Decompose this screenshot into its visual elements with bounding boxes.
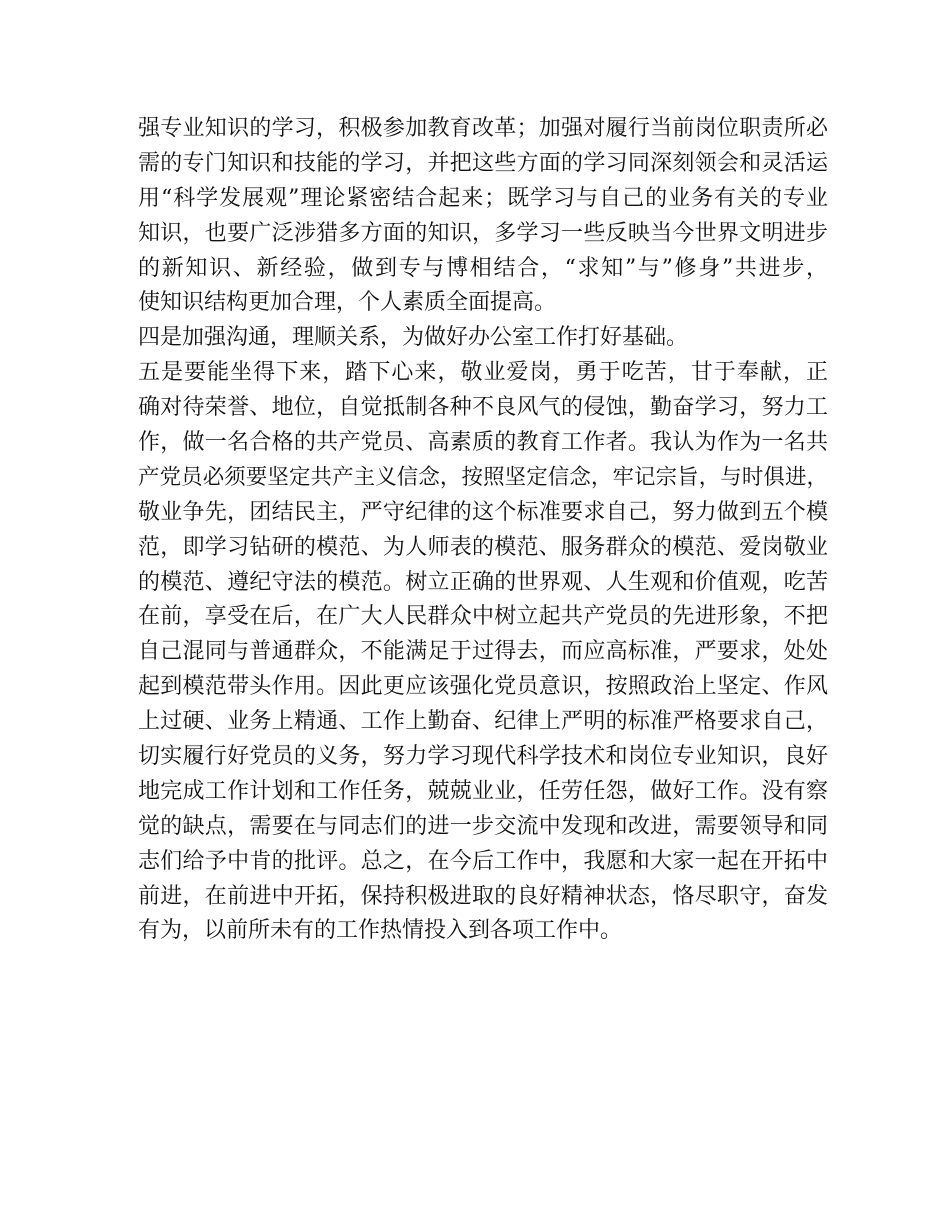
text-line: 使知识结构更加合理，个人素质全面提高。 bbox=[138, 290, 557, 316]
text-line: 觉的缺点，需要在与同志们的进一步交流中发现和改进，需要领导和同 bbox=[138, 813, 828, 839]
body-text bbox=[138, 112, 828, 949]
text-line: 敬业争先，团结民主，严守纪律的这个标准要求自己，努力做到五个模 bbox=[138, 499, 828, 525]
text-line: 的模范、遵纪守法的模范。树立正确的世界观、人生观和价值观，吃苦 bbox=[138, 569, 828, 595]
text-line: 四是加强沟通，理顺关系，为做好办公室工作打好基础。 bbox=[138, 325, 689, 351]
text-line: 产党员必须要坚定共产主义信念，按照坚定信念，牢记宗旨，与时俱进， bbox=[138, 464, 828, 490]
text-line: 知识，也要广泛涉猎多方面的知识，多学习一些反映当今世界文明进步 bbox=[138, 220, 828, 246]
text-line: 确对待荣誉、地位，自觉抵制各种不良风气的侵蚀，勤奋学习，努力工 bbox=[138, 395, 828, 421]
text-line: 前进，在前进中开拓，保持积极进取的良好精神状态，恪尽职守，奋发 bbox=[138, 883, 828, 909]
text-line: 用“科学发展观”理论紧密结合起来；既学习与自己的业务有关的专业 bbox=[138, 185, 828, 211]
text-line: 切实履行好党员的义务，努力学习现代科学技术和岗位专业知识，良好 bbox=[138, 744, 828, 770]
text-line: 有为，以前所未有的工作热情投入到各项工作中。 bbox=[138, 918, 623, 944]
text-line: 需的专门知识和技能的学习，并把这些方面的学习同深刻领会和灵活运 bbox=[138, 150, 828, 176]
text-line: 志们给予中肯的批评。总之，在今后工作中，我愿和大家一起在开拓中 bbox=[138, 848, 828, 874]
text-line: 自己混同与普通群众，不能满足于过得去，而应高标准，严要求，处处 bbox=[138, 639, 828, 665]
text-line: 范，即学习钻研的模范、为人师表的模范、服务群众的模范、爱岗敬业 bbox=[138, 534, 828, 560]
text-line: 地完成工作计划和工作任务，兢兢业业，任劳任怨，做好工作。没有察 bbox=[138, 778, 828, 804]
text-line: 五是要能坐得下来，踏下心来，敬业爱岗，勇于吃苦，甘于奉献，正 bbox=[138, 360, 828, 386]
text-line: 起到模范带头作用。因此更应该强化党员意识，按照政治上坚定、作风 bbox=[138, 674, 828, 700]
text-line: 强专业知识的学习，积极参加教育改革；加强对履行当前岗位职责所必 bbox=[138, 116, 828, 141]
text-line: 上过硬、业务上精通、工作上勤奋、纪律上严明的标准严格要求自己， bbox=[138, 709, 828, 735]
text-line: 作，做一名合格的共产党员、高素质的教育工作者。我认为作为一名共 bbox=[138, 430, 828, 456]
text-line: 的新知识、新经验，做到专与博相结合，“求知”与”修身”共进步， bbox=[138, 255, 828, 281]
text-line: 在前，享受在后，在广大人民群众中树立起共产党员的先进形象，不把 bbox=[138, 604, 828, 630]
